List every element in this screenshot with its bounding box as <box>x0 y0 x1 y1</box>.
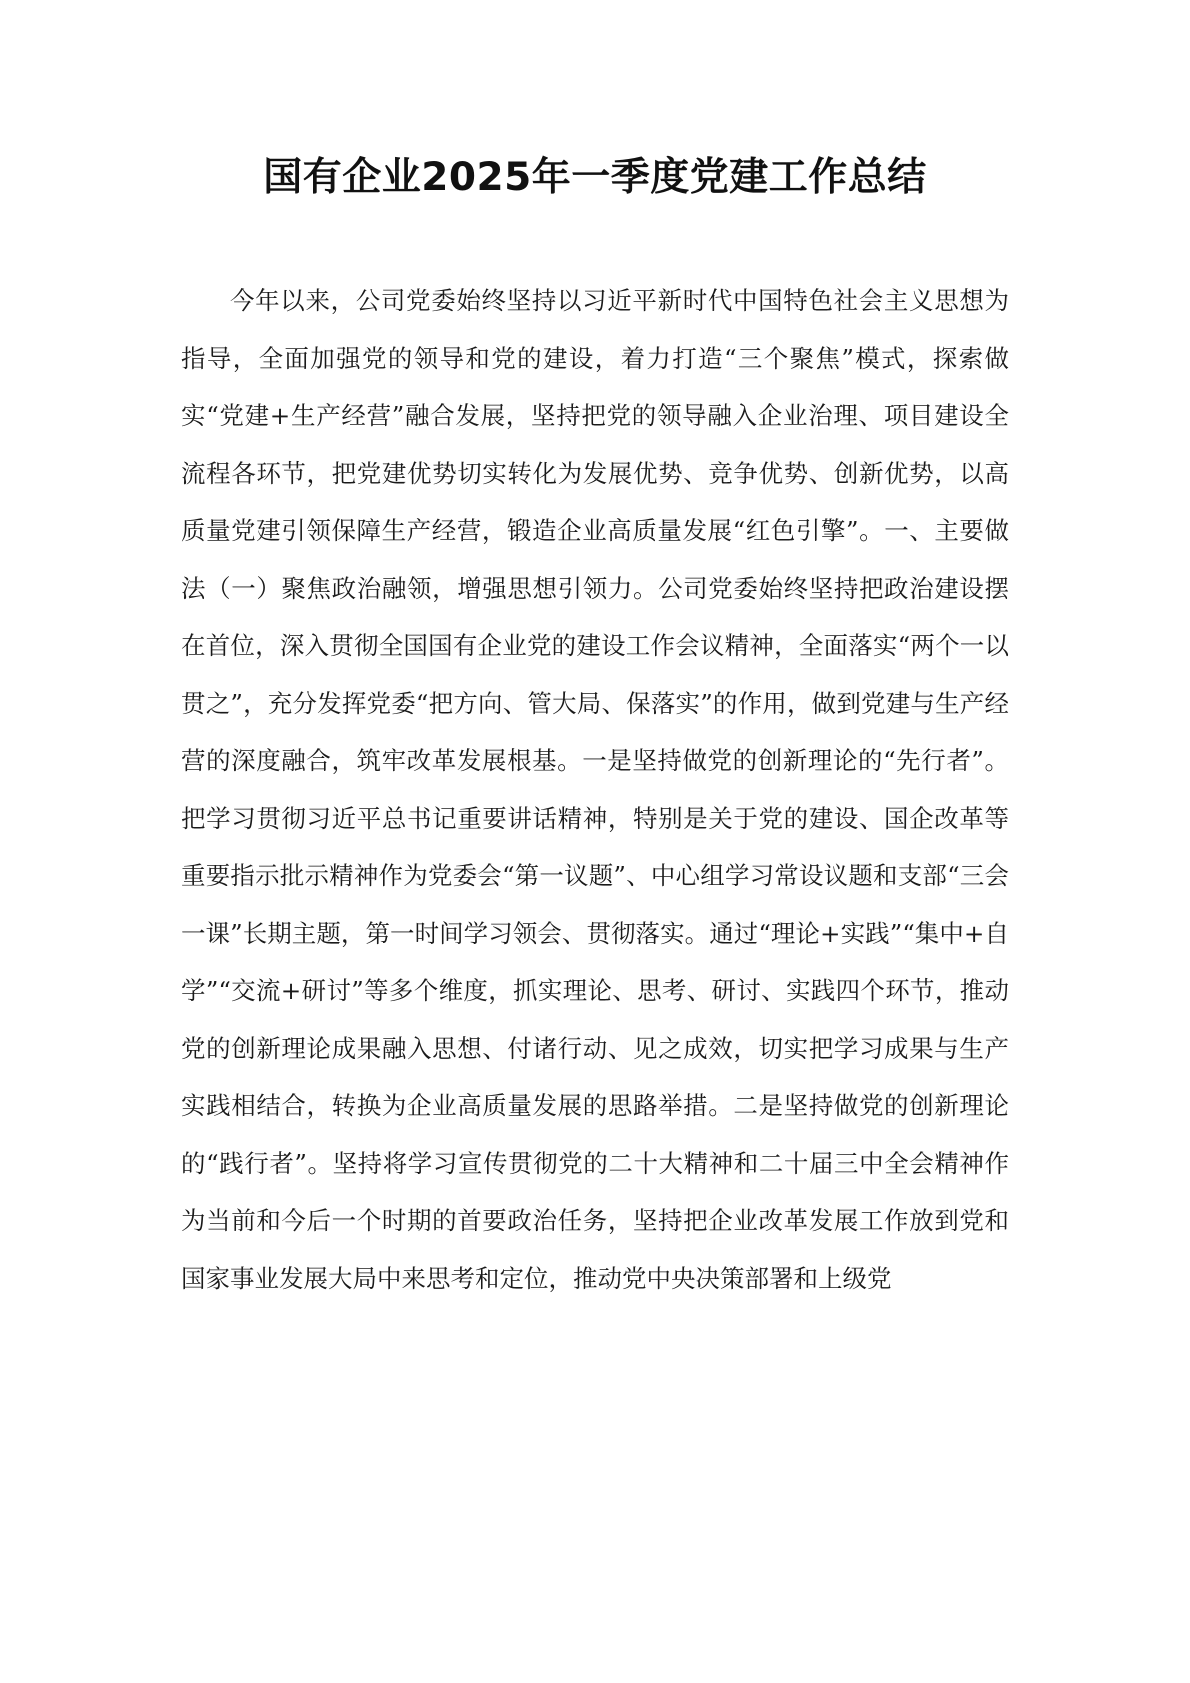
body-paragraph: 今年以来，公司党委始终坚持以习近平新时代中国特色社会主义思想为指导，全面加强党的领导和党的建设，着力打造“三个聚焦”模式，探索做实“党建+生产经营”融合发展，坚持把党的领导融入企业治理、项目建设全流程各环节，把党建优势切实转化为发展优势、竞争优势、创新优势，以高质量党建引领保障生产经营，锻造企业高质量发展“红色引擎”。一、主要做法（一）聚焦政治融领，增强思想引领力。公司党委始终坚持把政治建设摆在首位，深入贯彻全国国有企业党的建设工作会议精神，全面落实“两个一以贯之”，充分发挥党委“把方向、管大局、保落实”的作用，做到党建与生产经营的深度融合，筑牢改革发展根基。一是坚持做党的创新理论的“先行者”。把学习贯彻习近平总书记重要讲话精神，特别是关于党的建设、国企改革等重要指示批示精神作为党委会“第一议题”、中心组学习常设议题和支部“三会一课”长期主题，第一时间学习领会、贯彻落实。通过“理论+实践”“集中+自学”“交流+研讨”等多个维度，抓实理论、思考、研讨、实践四个环节，推动党的创新理论成果融入思想、付诸行动、见之成效，切实把学习成果与生产实践相结合，转换为企业高质量发展的思路举措。二是坚持做党的创新理论的“践行者”。坚持将学习宣传贯彻党的二十大精神和二十届三中全会精神作为当前和今后一个时期的首要政治任务，坚持把企业改革发展工作放到党和国家事业发展大局中来思考和定位，推动党中央决策部署和上级党 <box>181 286 1009 1293</box>
document-title: 国有企业2025年一季度党建工作总结 <box>263 155 927 200</box>
